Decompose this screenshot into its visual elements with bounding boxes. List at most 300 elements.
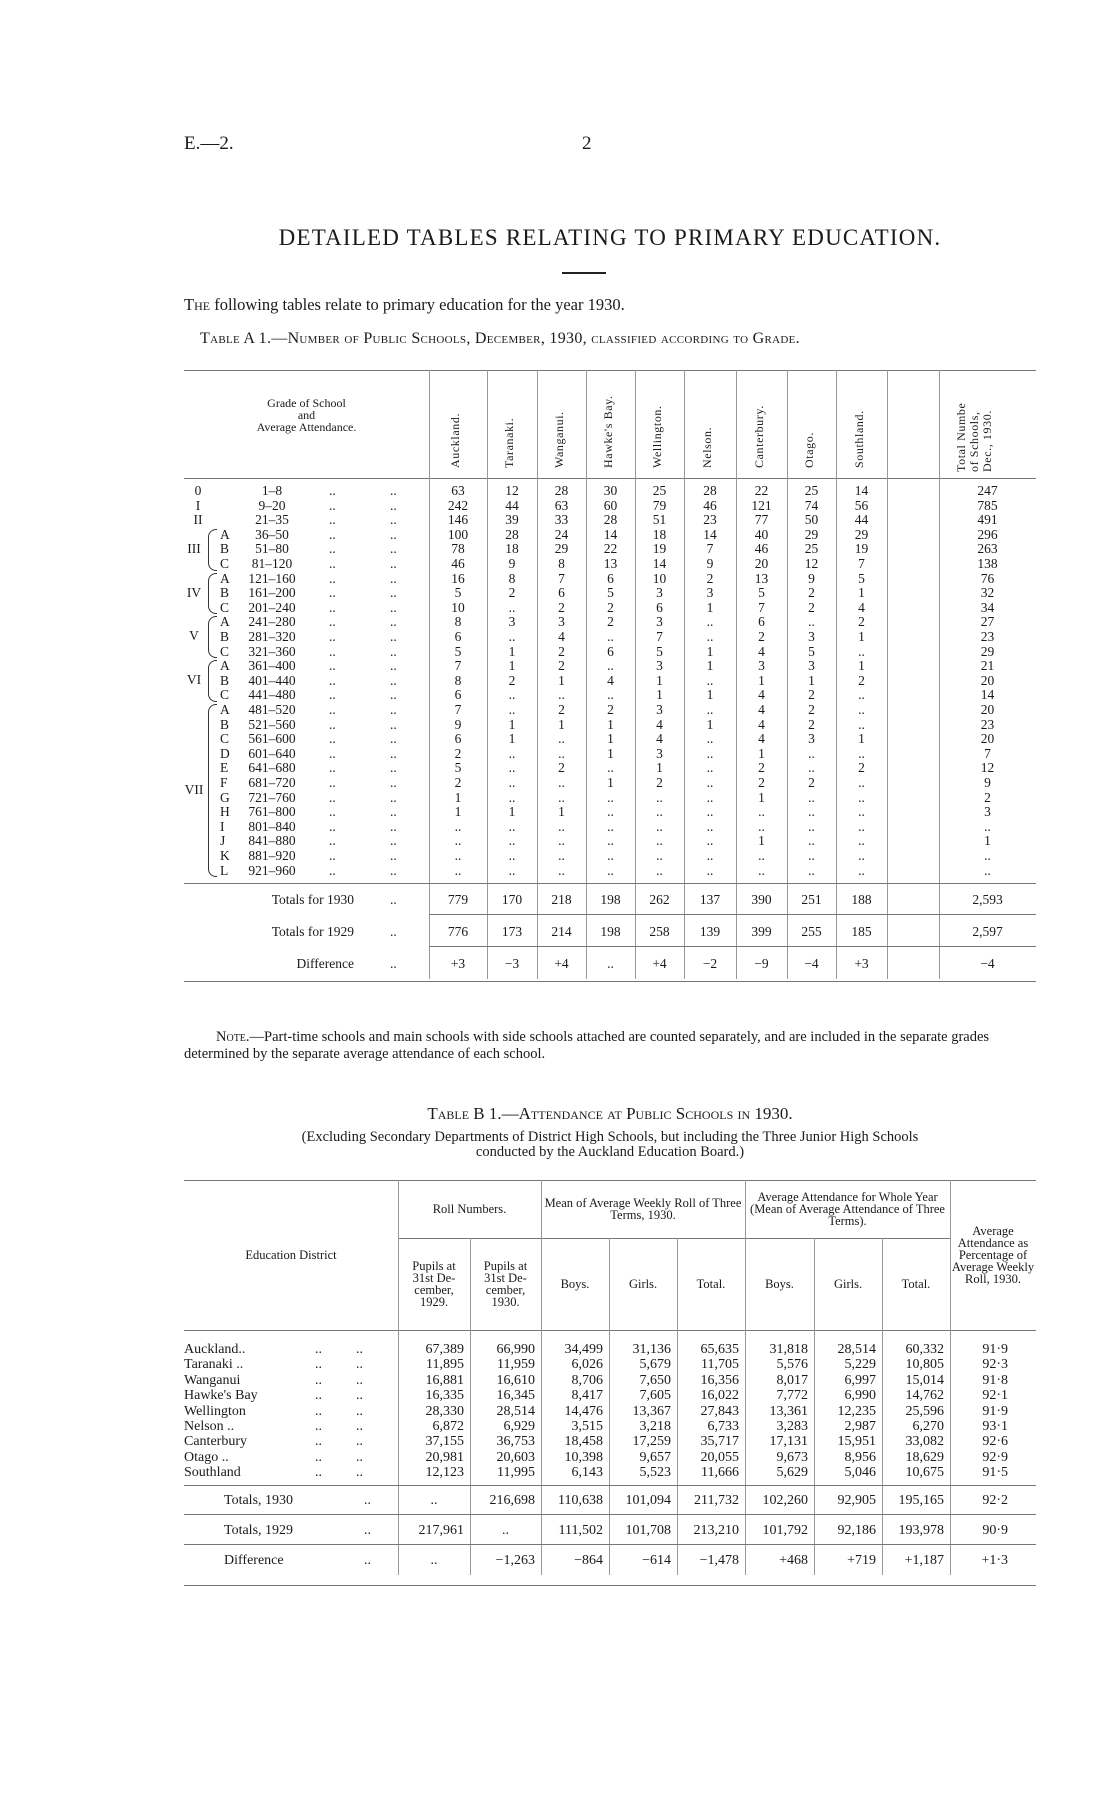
table-cell: 6,733 xyxy=(707,1419,739,1434)
total-cell: 27 xyxy=(980,614,995,630)
totals-row xyxy=(184,1493,1036,1508)
table-cell: 101,792 xyxy=(762,1522,808,1538)
leader-dots: .. xyxy=(390,818,397,834)
total-cell: 34 xyxy=(980,599,995,615)
table-cell: .. xyxy=(607,629,614,644)
table-cell: .. xyxy=(607,862,614,878)
table-cell: 14,476 xyxy=(564,1403,603,1419)
table-cell: .. xyxy=(858,818,865,834)
table-cell: .. xyxy=(607,789,614,805)
table-cell: 44 xyxy=(505,497,519,513)
table-rule xyxy=(184,1585,1036,1586)
column-header: Canterbury. xyxy=(751,405,766,468)
table-cell: 15,951 xyxy=(837,1434,876,1450)
grade-subclass: B xyxy=(220,672,230,688)
table-cell: 1 xyxy=(758,833,765,849)
grade-subclass: K xyxy=(220,848,230,863)
grade-subclass: A xyxy=(220,658,230,674)
table-cell: 3 xyxy=(558,614,565,630)
table-cell: .. xyxy=(858,775,865,790)
table-row xyxy=(184,644,1036,659)
table-cell: 28 xyxy=(505,526,519,542)
totals-label: Difference xyxy=(296,956,354,972)
table-cell: .. xyxy=(558,862,565,878)
table-cell: .. xyxy=(706,818,714,834)
table-cell: 25 xyxy=(804,541,819,557)
table-cell: 6,990 xyxy=(844,1388,876,1404)
table-cell: 25 xyxy=(652,483,667,498)
leader-dots: .. xyxy=(364,1552,371,1568)
table-row xyxy=(184,629,1036,644)
total-cell: 20 xyxy=(980,702,995,717)
table-cell: 1 xyxy=(858,585,865,601)
note-text: —Part-time schools and main schools with side schools attached are counted separately, and are included in the separate grades determined by the separate average attendance of each school. xyxy=(184,1029,990,1062)
table-cell: .. xyxy=(508,818,516,834)
grade-subclass: A xyxy=(220,570,230,586)
attendance-range: 601–640 xyxy=(248,745,296,761)
table-cell: .. xyxy=(508,702,516,717)
table-cell: .. xyxy=(502,1522,509,1538)
table-cell: 5 xyxy=(454,760,462,776)
leader-dots: .. xyxy=(329,526,336,542)
table-cell: 6,872 xyxy=(432,1419,464,1434)
table-cell: .. xyxy=(858,716,865,732)
table-cell: 4 xyxy=(758,687,765,703)
table-cell: 63 xyxy=(554,497,569,513)
table-cell: 1 xyxy=(454,804,462,820)
table-row xyxy=(184,1404,1036,1419)
totals-row xyxy=(184,1523,1036,1538)
table-cell: 28 xyxy=(603,512,618,528)
table-cell: 4 xyxy=(758,731,765,747)
table-cell: .. xyxy=(454,833,462,849)
table-cell: 3 xyxy=(706,585,714,601)
table-cell: .. xyxy=(758,862,765,878)
percentage-header: Average Attendance as Percentage of Average Weekly Roll, 1930. xyxy=(951,1224,1035,1286)
table-cell: 6 xyxy=(607,570,614,586)
table-cell: 193,978 xyxy=(898,1522,944,1538)
table-cell: 9,657 xyxy=(639,1449,671,1465)
table-cell: 1 xyxy=(656,687,663,703)
table-cell: .. xyxy=(558,789,565,805)
table-cell: 1 xyxy=(508,731,516,747)
attendance-range: 36–50 xyxy=(255,526,289,542)
table-cell: .. xyxy=(706,833,714,849)
table-cell: 2 xyxy=(558,658,565,674)
grade-roman: III xyxy=(187,540,201,556)
total-cell: .. xyxy=(984,862,991,878)
leader-dots: .. xyxy=(315,1388,322,1404)
total-cell: 138 xyxy=(977,556,998,571)
leader-dots: .. xyxy=(315,1372,322,1388)
table-cell: .. xyxy=(706,731,714,747)
table-cell: 67,389 xyxy=(425,1342,464,1357)
table-cell: .. xyxy=(758,848,765,863)
attendance-range: 841–880 xyxy=(248,833,296,849)
table-cell: 18,629 xyxy=(905,1449,944,1465)
leader-dots: .. xyxy=(356,1419,363,1434)
total-cell: 2 xyxy=(984,789,991,805)
leader-dots: .. xyxy=(329,833,336,849)
attendance-range: 681–720 xyxy=(248,775,296,790)
table-row xyxy=(184,1419,1036,1434)
district-name: Wanganui xyxy=(184,1372,241,1388)
table-cell: 11,995 xyxy=(497,1465,535,1481)
table-cell: .. xyxy=(656,789,663,805)
district-name: Wellington xyxy=(184,1403,246,1419)
attendance-range: 881–920 xyxy=(248,848,296,863)
table-cell: 29 xyxy=(804,526,819,542)
table-cell: 33 xyxy=(554,512,569,528)
table-cell: 10 xyxy=(652,570,667,586)
column-header: Southland. xyxy=(851,410,866,468)
table-cell: 13,361 xyxy=(769,1403,808,1419)
table-cell: 214 xyxy=(551,924,572,940)
leader-dots: .. xyxy=(390,585,397,601)
table-row xyxy=(184,790,1036,805)
table-cell: 101,094 xyxy=(625,1492,671,1508)
table-cell: 6 xyxy=(656,599,663,615)
table-cell: .. xyxy=(607,833,614,849)
table-cell: +3 xyxy=(450,956,466,972)
table-cell: 4 xyxy=(758,702,765,717)
table-cell: 17,131 xyxy=(769,1434,808,1450)
table-cell: 3 xyxy=(508,614,516,630)
grade-roman: 0 xyxy=(194,483,202,498)
table-cell: .. xyxy=(858,804,865,820)
pupils-1929-header: Pupils at 31st De-cember, 1929. xyxy=(412,1259,456,1309)
page-number: 2 xyxy=(582,133,592,154)
leader-dots: .. xyxy=(315,1403,322,1419)
table-cell: 14 xyxy=(652,556,667,571)
table-cell: 4 xyxy=(607,672,614,688)
table-cell: 2 xyxy=(808,702,815,717)
leader-dots: .. xyxy=(329,629,336,644)
table-b-subtitle xyxy=(184,1130,1036,1160)
table-cell: .. xyxy=(508,833,516,849)
column-header: Nelson. xyxy=(700,426,714,468)
table-cell: 3,515 xyxy=(571,1419,603,1434)
table-cell: 7 xyxy=(758,599,765,615)
table-cell: .. xyxy=(858,702,865,717)
table-row xyxy=(184,1373,1036,1388)
table-cell: 173 xyxy=(501,924,523,940)
table-cell: 66,990 xyxy=(496,1342,535,1357)
table-cell: 3 xyxy=(656,585,663,601)
table-cell: .. xyxy=(607,848,614,863)
table-cell: 7,772 xyxy=(776,1388,808,1404)
attendance-range: 441–480 xyxy=(248,687,296,703)
table-cell: 20,603 xyxy=(496,1449,535,1465)
table-cell: .. xyxy=(808,833,815,849)
table-cell: 16 xyxy=(451,570,465,586)
leader-dots: .. xyxy=(390,687,397,703)
table-cell: 20,981 xyxy=(425,1449,464,1465)
table-cell: 6 xyxy=(454,629,462,644)
table-cell: 3 xyxy=(758,658,765,674)
table-cell: 28 xyxy=(554,483,569,498)
table-cell: 9 xyxy=(454,716,462,732)
leader-dots: .. xyxy=(329,599,336,615)
total-column-header: Total Numbe xyxy=(954,402,968,472)
table-cell: 1 xyxy=(858,731,865,747)
table-rule xyxy=(184,1485,1036,1486)
table-cell: 92,186 xyxy=(837,1522,876,1538)
table-cell: 2 xyxy=(558,760,565,776)
table-cell: .. xyxy=(706,629,714,644)
table-cell: 7 xyxy=(454,658,462,674)
attendance-range: 801–840 xyxy=(248,818,296,834)
total-cell: 2,597 xyxy=(972,924,1003,940)
column-header: Hawke's Bay. xyxy=(600,395,615,468)
table-cell: .. xyxy=(808,862,815,878)
table-cell: 111,502 xyxy=(558,1522,603,1538)
table-cell: 5,523 xyxy=(639,1465,671,1481)
table-cell: 31,818 xyxy=(769,1342,808,1357)
table-cell: 1 xyxy=(656,760,663,776)
table-cell: 3,218 xyxy=(639,1419,671,1434)
table-cell: 18,458 xyxy=(564,1434,603,1450)
total-cell: 23 xyxy=(980,716,995,732)
leader-dots: .. xyxy=(390,745,397,761)
table-cell: 195,165 xyxy=(898,1492,944,1508)
table-row xyxy=(184,819,1036,834)
table-row xyxy=(184,673,1036,688)
roll-numbers-header: Roll Numbers. xyxy=(432,1202,507,1216)
table-cell: 2 xyxy=(808,775,815,790)
leader-dots: .. xyxy=(390,716,397,732)
leader-dots: .. xyxy=(390,541,397,557)
leader-dots: .. xyxy=(390,556,397,571)
table-cell: .. xyxy=(858,789,865,805)
table-rule xyxy=(184,1330,1036,1331)
leader-dots: .. xyxy=(329,848,336,863)
table-cell: 211,732 xyxy=(694,1492,739,1508)
table-cell: 2 xyxy=(808,687,815,703)
table-cell: 5 xyxy=(808,643,815,659)
leader-dots: .. xyxy=(329,643,336,659)
table-row xyxy=(184,541,1036,556)
table-cell: 251 xyxy=(801,892,822,908)
grade-subclass: B xyxy=(220,541,230,557)
table-cell: 91·8 xyxy=(982,1372,1008,1388)
table-cell: 262 xyxy=(649,892,670,908)
grade-header-line: and xyxy=(297,408,316,422)
table-cell: .. xyxy=(508,862,516,878)
attendance-range: 641–680 xyxy=(248,760,296,776)
table-rule xyxy=(429,946,1036,947)
table-cell: 6,026 xyxy=(571,1357,603,1373)
table-cell: 92,905 xyxy=(837,1492,876,1508)
table-cell: 7 xyxy=(656,629,663,644)
leader-dots: .. xyxy=(390,629,397,644)
leader-dots: .. xyxy=(329,789,336,805)
table-cell: 6 xyxy=(558,585,565,601)
leader-dots: .. xyxy=(329,658,336,674)
table-cell: 25,596 xyxy=(905,1403,944,1419)
leader-dots: .. xyxy=(356,1372,363,1388)
total-cell: .. xyxy=(984,818,991,834)
attendance-range: 761–800 xyxy=(248,804,296,820)
table-cell: 92·6 xyxy=(982,1434,1008,1450)
table-cell: .. xyxy=(558,731,565,747)
table-cell: 16,022 xyxy=(700,1388,739,1404)
table-cell: 1 xyxy=(558,716,565,732)
table-cell: 2 xyxy=(808,585,815,601)
table-cell: 20,055 xyxy=(700,1449,739,1465)
girls-header: Girls. xyxy=(833,1277,863,1291)
table-cell: 1 xyxy=(706,599,714,615)
group-brace xyxy=(208,616,217,658)
leader-dots: .. xyxy=(329,687,336,703)
table-rule xyxy=(398,1238,950,1239)
table-cell: 79 xyxy=(652,497,667,513)
total-cell: 785 xyxy=(977,497,998,513)
table-cell: 34,499 xyxy=(564,1342,603,1357)
table-cell: 13,367 xyxy=(632,1403,671,1419)
table-cell: 2 xyxy=(607,702,614,717)
table-cell: 24 xyxy=(554,526,569,542)
attendance-range: 321–360 xyxy=(248,643,296,659)
grade-subclass: A xyxy=(220,526,230,542)
total-cell: 14 xyxy=(980,687,995,703)
table-cell: +719 xyxy=(847,1552,876,1568)
table-row xyxy=(184,483,1036,498)
leader-dots: .. xyxy=(390,956,397,972)
leader-dots: .. xyxy=(390,804,397,820)
table-cell: 19 xyxy=(854,541,869,557)
grade-header-line: Average Attendance. xyxy=(256,420,357,434)
table-cell: .. xyxy=(706,745,714,761)
table-cell: 4 xyxy=(858,599,865,615)
table-cell: +4 xyxy=(652,956,667,972)
table-cell: .. xyxy=(706,702,714,717)
table-cell: 4 xyxy=(558,629,565,644)
grade-subclass: C xyxy=(220,687,230,703)
table-row xyxy=(184,687,1036,702)
table-cell: 2 xyxy=(858,614,865,630)
attendance-range: 281–320 xyxy=(248,629,296,644)
table-cell: +1,187 xyxy=(904,1552,944,1568)
district-name: Nelson .. xyxy=(184,1419,235,1434)
attendance-range: 81–120 xyxy=(251,556,293,571)
leader-dots: .. xyxy=(329,775,336,790)
table-cell: −614 xyxy=(642,1552,671,1568)
district-name: Taranaki .. xyxy=(184,1357,244,1373)
leader-dots: .. xyxy=(390,924,397,940)
leader-dots: .. xyxy=(329,541,336,557)
table-cell: .. xyxy=(508,760,516,776)
column-header: Taranaki. xyxy=(502,417,516,468)
table-cell: 213,210 xyxy=(693,1522,739,1538)
leader-dots: .. xyxy=(315,1419,322,1434)
table-cell: .. xyxy=(706,848,714,863)
table-cell: 1 xyxy=(508,643,516,659)
table-cell: −864 xyxy=(574,1552,603,1568)
leader-dots: .. xyxy=(329,672,336,688)
table-cell: 7 xyxy=(558,570,565,586)
page-title: DETAILED TABLES RELATING TO PRIMARY EDUCATION. xyxy=(278,225,942,250)
table-cell: 11,666 xyxy=(701,1465,739,1481)
table-row xyxy=(184,498,1036,513)
leader-dots: .. xyxy=(390,760,397,776)
table-row xyxy=(184,731,1036,746)
table-cell: 6,929 xyxy=(503,1419,535,1434)
grade-subclass: D xyxy=(220,745,230,761)
table-cell: 13 xyxy=(603,556,618,571)
table-cell: 1 xyxy=(858,658,865,674)
table-cell: 5 xyxy=(454,643,462,659)
note-lead: Note. xyxy=(216,1029,250,1045)
district-header: Education District xyxy=(245,1248,337,1262)
table-cell: .. xyxy=(558,745,565,761)
total-cell: 9 xyxy=(984,775,991,790)
table-cell: .. xyxy=(558,687,565,703)
table-cell: 7 xyxy=(706,541,714,557)
title-divider xyxy=(562,272,606,274)
column-header: Otago. xyxy=(801,432,816,468)
table-row xyxy=(184,512,1036,527)
table-cell: 102,260 xyxy=(762,1492,808,1508)
table-cell: 198 xyxy=(600,892,621,908)
table-cell: 50 xyxy=(804,512,819,528)
table-a-title: Table A 1.—Number of Public Schools, December, 1930, classified according to Grade. xyxy=(200,330,800,347)
table-rule xyxy=(184,370,1036,371)
table-cell: .. xyxy=(454,818,462,834)
totals-label: Totals for 1929 xyxy=(271,924,354,940)
table-cell: .. xyxy=(607,804,614,820)
table-cell: .. xyxy=(607,818,614,834)
column-header: Wellington. xyxy=(649,405,664,468)
totals-label: Totals for 1930 xyxy=(271,892,354,908)
table-cell: 8 xyxy=(454,614,462,630)
table-cell: .. xyxy=(858,833,865,849)
total-column-header: Dec., 1930. xyxy=(980,410,994,472)
table-cell: 1 xyxy=(808,672,815,688)
table-cell: 5 xyxy=(607,585,614,601)
table-cell: 3 xyxy=(656,614,663,630)
table-cell: 6,270 xyxy=(912,1419,944,1434)
grade-subclass: L xyxy=(220,862,229,878)
leader-dots: .. xyxy=(329,483,336,498)
total-cell: 76 xyxy=(980,570,995,586)
table-cell: 91·5 xyxy=(982,1465,1008,1481)
table-cell: 28 xyxy=(703,483,717,498)
table-cell: .. xyxy=(607,760,614,776)
leader-dots: .. xyxy=(356,1434,363,1450)
table-row xyxy=(184,1450,1036,1465)
total-cell: 296 xyxy=(977,526,998,542)
group-brace xyxy=(208,704,217,877)
column-header: Wanganui. xyxy=(551,411,566,468)
grade-roman: VI xyxy=(186,672,202,688)
table-rule xyxy=(184,1514,1036,1515)
table-cell: 110,638 xyxy=(558,1492,603,1508)
table-cell: 13 xyxy=(754,570,769,586)
table-cell: 93·1 xyxy=(982,1419,1008,1434)
total-cell: 1 xyxy=(984,833,991,849)
leader-dots: .. xyxy=(356,1388,363,1404)
table-cell: 2 xyxy=(808,599,815,615)
leader-dots: .. xyxy=(329,614,336,630)
table-cell: 16,345 xyxy=(496,1388,535,1404)
total-cell: 32 xyxy=(980,585,995,601)
table-cell: 1 xyxy=(454,789,462,805)
table-cell: .. xyxy=(706,760,714,776)
average-attendance-header: Average Attendance for Whole Year (Mean of Average Attendance of Three Terms). xyxy=(750,1190,945,1228)
table-cell: 1 xyxy=(607,716,614,732)
table-cell: 4 xyxy=(656,731,663,747)
